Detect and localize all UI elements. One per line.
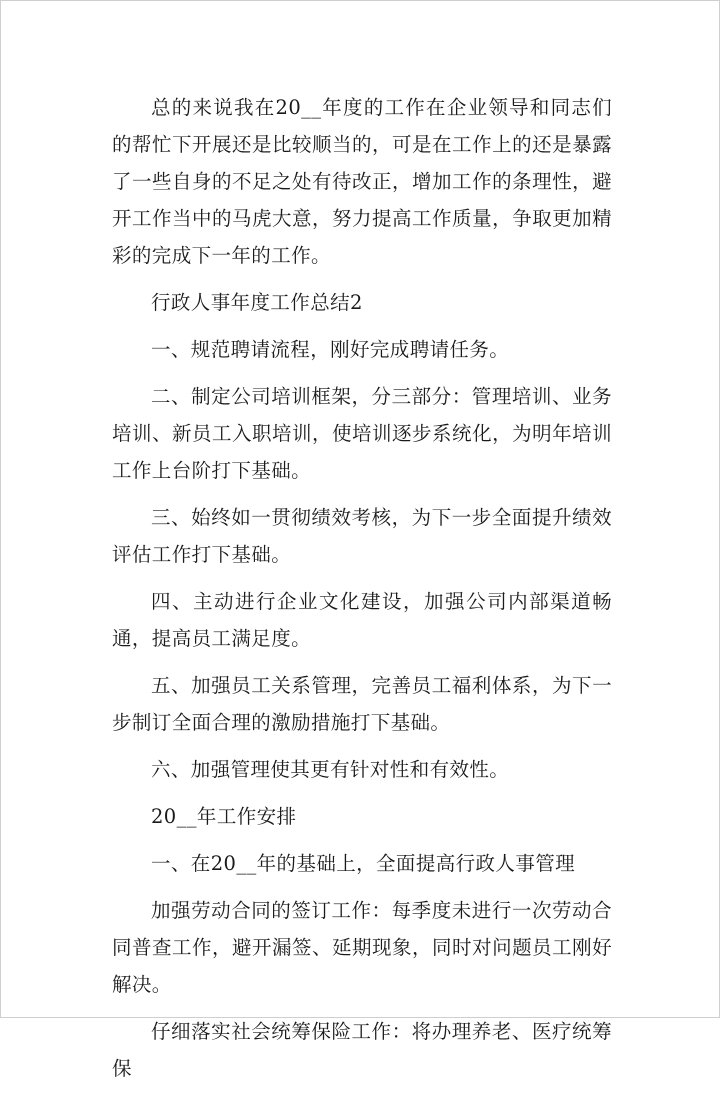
plan-item-one: 一、在20__年的基础上，全面提高行政人事管理 [151, 852, 576, 875]
document-body [112, 89, 612, 1097]
list-item-management: 六、加强管理使其更有针对性和有效性。 [151, 758, 510, 781]
list-item-employee-relations: 五、加强员工关系管理，完善员工福利体系，为下一步制订全面合理的激励措施打下基础。 [112, 674, 612, 734]
list-item-performance: 三、始终如一贯彻绩效考核，为下一步全面提升绩效评估工作打下基础。 [112, 506, 612, 566]
contract-paragraph: 加强劳动合同的签订工作：每季度未进行一次劳动合同普查工作，避开漏签、延期现象，同时对问题员工刚好解决。 [112, 899, 612, 996]
list-item-recruitment: 一、规范聘请流程，刚好完成聘请任务。 [151, 338, 510, 361]
summary-paragraph: 总的来说我在20__年度的工作在企业领导和同志们的帮忙下开展还是比较顺当的，可是在工作上的还是暴露了一些自身的不足之处有待改正，增加工作的条理性，避开工作当中的马虎大意，努力提高工作质量，争取更加精彩的完成下一年的工作。 [112, 96, 612, 267]
section-title: 行政人事年度工作总结2 [151, 291, 363, 314]
plan-heading: 20__年工作安排 [151, 805, 297, 828]
insurance-paragraph: 仔细落实社会统筹保险工作：将办理养老、医疗统筹保 [112, 1020, 612, 1080]
list-item-training: 二、制定公司培训框架，分三部分：管理培训、业务培训、新员工入职培训，使培训逐步系统化，为明年培训工作上台阶打下基础。 [112, 385, 612, 482]
list-item-culture: 四、主动进行企业文化建设，加强公司内部渠道畅通，提高员工满足度。 [112, 590, 612, 650]
